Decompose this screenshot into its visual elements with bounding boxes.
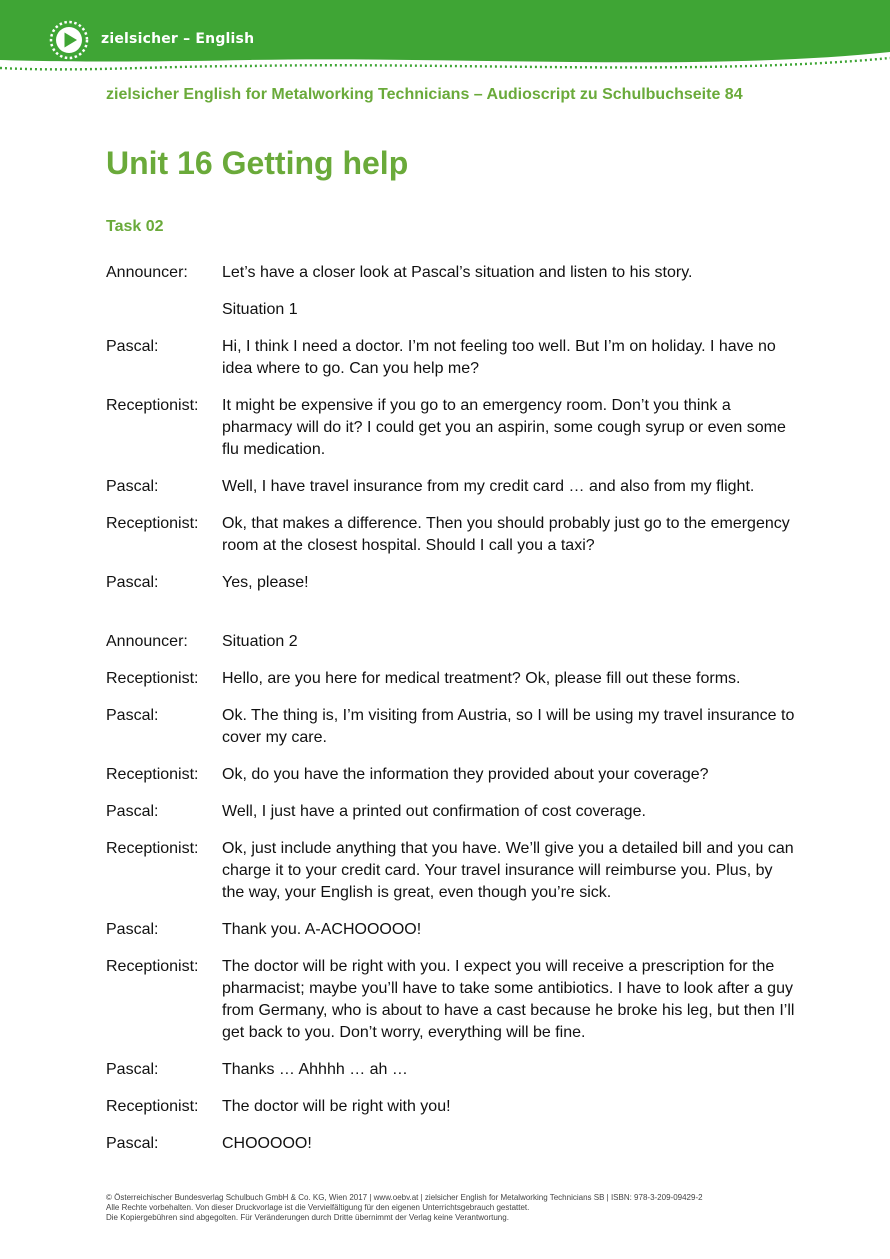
speaker: Receptionist: — [106, 766, 199, 783]
speaker: Receptionist: — [106, 515, 199, 532]
dialogue-row — [106, 262, 796, 284]
dialogue-row — [106, 1059, 796, 1081]
speaker: Pascal: — [106, 478, 159, 495]
speaker: Pascal: — [106, 1061, 159, 1078]
document-subtitle: zielsicher English for Metalworking Technicians – Audioscript zu Schulbuchseite 84 — [106, 86, 743, 103]
situation-label: Situation 1 — [222, 301, 298, 318]
dialogue-text: Ok, just include anything that you have. We’ll give you a detailed bill and you can charge it to your credit card. Your travel insurance will reimburse you. Plus, by the way, your English is great, even though you’re sick. — [222, 840, 794, 901]
dialogue-row — [106, 336, 796, 380]
dialogue-row — [106, 299, 796, 321]
speaker: Announcer: — [106, 633, 188, 650]
dialogue-text: CHOOOOO! — [222, 1135, 312, 1152]
unit-title: Unit 16 Getting help — [106, 145, 409, 181]
dialogue-row — [106, 919, 796, 941]
dialogue-row — [106, 801, 796, 823]
dialogue-row — [106, 764, 796, 786]
speaker: Pascal: — [106, 921, 159, 938]
dialogue-row — [106, 705, 796, 749]
dialogue-text: Hello, are you here for medical treatment? Ok, please fill out these forms. — [222, 670, 741, 687]
task-label: Task 02 — [106, 218, 164, 235]
speaker: Receptionist: — [106, 397, 199, 414]
dialogue-row — [106, 1096, 796, 1118]
dialogue — [106, 262, 796, 1170]
dialogue-row — [106, 838, 796, 904]
footer-line: Die Kopiergebühren sind abgegolten. Für Veränderungen durch Dritte übernimmt der Verlag keine Verantwortung. — [106, 1213, 509, 1222]
dialogue-text: The doctor will be right with you. I expect you will receive a prescription for the pharmacist; maybe you’ll have to take some antibiotics. I have to look after a guy from Germany, who is about to have a cast because he broke his leg, but then I’ll get back to you. Don’t worry, everything will be fine. — [222, 958, 795, 1041]
brand-name: zielsicher – English — [101, 31, 255, 47]
footer-line: © Österreichischer Bundesverlag Schulbuch GmbH & Co. KG, Wien 2017 | www.oebv.at | zielsicher English for Metalworking Technicians SB | ISBN: 978-3-209-09429-2 — [106, 1193, 703, 1202]
speaker — [106, 299, 222, 321]
dialogue-text: Ok. The thing is, I’m visiting from Austria, so I will be using my travel insurance to cover my care. — [222, 707, 795, 746]
dialogue-text: The doctor will be right with you! — [222, 1098, 451, 1115]
speaker: Pascal: — [106, 707, 159, 724]
dialogue-text: Thank you. A-ACHOOOOO! — [222, 921, 422, 938]
dialogue-row — [106, 513, 796, 557]
dialogue-row — [106, 572, 796, 594]
speaker: Pascal: — [106, 1135, 159, 1152]
copyright-footer — [106, 1193, 703, 1223]
dialogue-text: Hi, I think I need a doctor. I’m not feeling too well. But I’m on holiday. I have no idea where to go. Can you help me? — [222, 338, 776, 377]
speaker: Receptionist: — [106, 958, 199, 975]
dialogue-row — [106, 1133, 796, 1155]
dialogue-text: It might be expensive if you go to an emergency room. Don’t you think a pharmacy will do it? I could get you an aspirin, some cough syrup or even some flu medication. — [222, 397, 786, 458]
dialogue-text: Well, I just have a printed out confirmation of cost coverage. — [222, 803, 646, 820]
dialogue-text: Ok, do you have the information they provided about your coverage? — [222, 766, 709, 783]
speaker: Pascal: — [106, 803, 159, 820]
dialogue-row — [106, 395, 796, 461]
speaker: Pascal: — [106, 574, 159, 591]
dialogue-text: Well, I have travel insurance from my credit card … and also from my flight. — [222, 478, 755, 495]
dialogue-row — [106, 476, 796, 498]
speaker: Pascal: — [106, 338, 159, 355]
speaker: Announcer: — [106, 264, 188, 281]
dialogue-row — [106, 631, 796, 653]
speaker: Receptionist: — [106, 670, 199, 687]
dialogue-row — [106, 956, 796, 1044]
dialogue-row — [106, 668, 796, 690]
footer-line: Alle Rechte vorbehalten. Von dieser Druckvorlage ist die Vervielfältigung für den eigenen Unterrichtsgebrauch gestattet. — [106, 1203, 530, 1212]
speaker: Receptionist: — [106, 1098, 199, 1115]
dialogue-text: Let’s have a closer look at Pascal’s situation and listen to his story. — [222, 264, 693, 281]
situation-label: Situation 2 — [222, 633, 298, 650]
dialogue-text: Ok, that makes a difference. Then you should probably just go to the emergency room at the closest hospital. Should I call you a taxi? — [222, 515, 790, 554]
dialogue-text: Thanks … Ahhhh … ah … — [222, 1061, 408, 1078]
dialogue-text: Yes, please! — [222, 574, 309, 591]
header-banner — [0, 0, 890, 80]
speaker: Receptionist: — [106, 840, 199, 857]
